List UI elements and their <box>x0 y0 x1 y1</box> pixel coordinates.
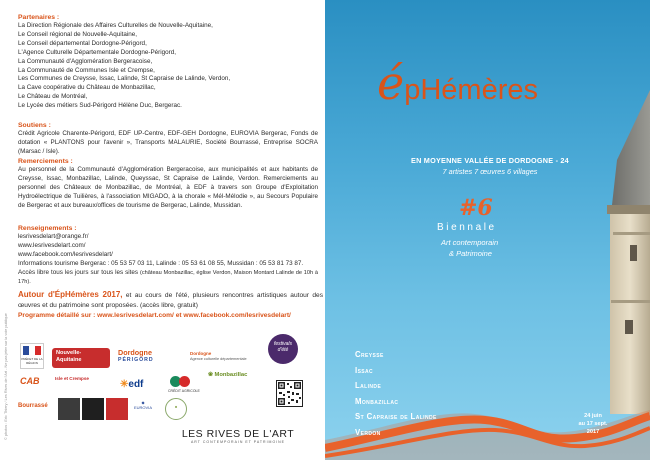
brand-initial: é <box>377 56 405 110</box>
website-link[interactable]: www.lesrivesdelart.com/ <box>18 241 86 249</box>
biennale-label: Biennale <box>437 222 497 233</box>
rives-subtitle: ART CONTEMPORAIN ET PATRIMOINE <box>190 440 286 444</box>
nouvelle-aquitaine-logo <box>52 348 110 368</box>
villages-list <box>355 347 437 440</box>
renseignements-section <box>18 224 318 286</box>
edf-icon: ✳ <box>120 379 129 390</box>
soutiens-text: Crédit Agricole Charente-Périgord, EDF UP-Centre, EDF-GEH Dordogne, EUROVIA Bergerac, Fonds de dotation « PLANTONS pour l'avenir », Transports MALAURIE, Société Bourrassé, Entreprise SOCRA (Marsac / Isle). <box>18 130 318 155</box>
partner-line: L'Agence Culturelle Départementale Dordogne-Périgord, <box>18 48 177 56</box>
edf-label: edf <box>128 379 144 390</box>
art-label <box>441 237 561 259</box>
location-subtitle: EN MOYENNE VALLÉE DE DORDOGNE - 24 <box>411 156 569 165</box>
perigord-label: PÉRIGORD <box>118 357 154 363</box>
art-line-2: & Patrimoine <box>449 249 492 258</box>
monbazillac-logo <box>208 372 263 379</box>
cab-label: CAB <box>20 376 40 386</box>
facebook-link[interactable]: www.facebook.com/lesrivesdelart/ <box>18 250 113 258</box>
cover-panel <box>325 0 650 460</box>
date-start: 24 juin <box>584 413 602 419</box>
date-year: 2017 <box>586 429 600 435</box>
bourrasse-label: Bourrassé <box>18 403 48 409</box>
edf-logo <box>120 379 160 390</box>
partner-line: Le Conseil régional de Nouvelle-Aquitaine, <box>18 30 138 38</box>
sponsor-logo-2 <box>82 398 104 420</box>
festivals-logo <box>268 334 298 364</box>
access-text: Accès libre tous les jours sur tous les sites <box>18 268 139 276</box>
soutiens-heading: Soutiens : <box>18 122 51 129</box>
brand-rest: pHémères <box>404 74 539 106</box>
autour-text: et au cours de l'été, plusieurs rencontres artistiques autour des œuvres et du patrimoine sont proposées. (accès libre, gratuit) <box>18 292 323 309</box>
village-item: Monbazillac <box>355 396 399 406</box>
french-flag-icon <box>23 346 41 355</box>
sponsor-logo-1 <box>58 398 80 420</box>
village-item: St Capraise de Lalinde <box>355 412 437 421</box>
village-item: Creysse <box>355 350 384 359</box>
monbazillac-label: Monbazillac <box>214 372 248 378</box>
village-item: Issac <box>355 365 374 375</box>
email-link[interactable]: lesrivesdelart@orange.fr/ <box>18 233 89 240</box>
bourrasse-logo <box>18 403 52 409</box>
access-info <box>18 269 318 287</box>
agence-dordogne-label: Dordogne <box>190 351 212 356</box>
cab-logo <box>20 376 48 394</box>
partners-section <box>18 13 318 111</box>
qr-code-graphic <box>277 381 302 406</box>
partners-heading: Partenaires : <box>18 14 60 21</box>
tourism-info: Informations tourisme Bergerac : 05 53 57 03 11, Lalinde : 05 53 61 08 55, Mussidan : 05 53 81 73 87. <box>18 259 304 267</box>
partner-line: La Communauté d'Agglomération Bergeracoise, <box>18 57 153 65</box>
rives-title: LES RIVES DE L'ART <box>181 428 295 440</box>
qr-code-icon[interactable] <box>276 380 303 407</box>
tree-logo <box>165 398 187 420</box>
edition-number: #6 <box>459 195 493 221</box>
les-rives-de-lart-logo <box>168 428 308 444</box>
republique-logo <box>20 343 44 369</box>
programme-link[interactable]: Programme détaillé sur : www.lesrivesdelart.com/ et www.facebook.com/lesrivesdelart/ <box>18 312 291 319</box>
event-dates <box>563 412 623 436</box>
ca-label: CRÉDIT AGRICOLE <box>168 389 200 393</box>
partner-line: Le Château de Montréal, <box>18 93 88 101</box>
renseignements-heading: Renseignements : <box>18 225 77 232</box>
tree-icon: ♣ <box>174 405 178 409</box>
agence-label: Agence culturelle départementale <box>190 356 247 361</box>
partner-line: La Direction Régionale des Affaires Culturelles de Nouvelle-Aquitaine, <box>18 22 213 29</box>
agence-culturelle-logo <box>190 352 260 361</box>
isle-crempse-label: Isle et Crempse <box>55 376 89 381</box>
partner-line: La Cave coopérative du Château de Monbazillac, <box>18 84 156 92</box>
partner-line: Le Lycée des métiers Sud-Périgord Hélène Duc, Bergerac. <box>18 102 182 110</box>
photo-credit <box>4 300 10 440</box>
sponsor-logo-3 <box>106 398 128 420</box>
republique-label: PRÉFET DE LA RÉGION <box>21 357 43 365</box>
ephemeres-title <box>377 56 617 110</box>
eurovia-icon: ◆ <box>141 400 145 405</box>
eurovia-logo <box>130 400 156 418</box>
dordogne-logo <box>118 348 180 368</box>
credit-agricole-logo <box>168 376 200 394</box>
nouvelle-aquitaine-label: Nouvelle-Aquitaine <box>56 350 82 363</box>
festivals-label: festivals d'été <box>273 341 293 353</box>
date-end: au 17 sept. <box>578 421 608 427</box>
remerciements-heading: Remerciements : <box>18 158 73 165</box>
autour-section <box>18 290 323 321</box>
autour-paragraph <box>18 290 323 311</box>
grape-icon: ❀ <box>208 372 213 378</box>
access-detail: (château Monbazillac, église Verdon, Maison Montard Lalinde de 10h à 17h). <box>18 269 318 285</box>
partner-line: La Communauté de Communes Isle et Crempse, <box>18 66 155 74</box>
soutiens-section <box>18 121 318 157</box>
partner-line: Le Conseil départemental Dordogne-Périgord, <box>18 39 147 47</box>
eurovia-label: EUROVIA <box>133 405 152 410</box>
village-item: Verdon <box>355 427 381 437</box>
photo-credit-text: © photos : Eric Thiery / Les Rives de l'Art - Ne pas jeter sur la voie publique <box>4 313 8 440</box>
isle-crempse-logo <box>55 376 109 381</box>
artists-subtitle: 7 artistes 7 œuvres 6 villages <box>442 167 538 176</box>
ca-icon-2 <box>179 376 190 387</box>
autour-title: Autour d'ÉpHémères 2017, <box>18 290 123 299</box>
remerciements-section <box>18 157 318 211</box>
art-line-1: Art contemporain <box>441 238 499 247</box>
dordogne-label: Dordogne <box>118 348 152 357</box>
partner-line: Les Communes de Creysse, Issac, Lalinde, St Capraise de Lalinde, Verdon, <box>18 75 231 83</box>
village-item: Lalinde <box>355 381 382 390</box>
remerciements-text: Au personnel de la Communauté d'Agglomération Bergeracoise, aux municipalités et aux habitants de Creysse, Issac, Monbazillac, Lalinde, Queyssac, St Capraise de Lalinde, Verdon. Remerciements au personnel des Châteaux de Monbazillac, de Montréal, à EDF à travers son Groupe d'Exploitation Hydroélectrique de Tuilières, à l'association MIGADO, à la chorale « Mél-Mélodie », au Secours Populaire de Bergerac et aux bureaux/offices de tourisme de Bergerac, Lalinde, Mussidan. <box>18 166 318 209</box>
